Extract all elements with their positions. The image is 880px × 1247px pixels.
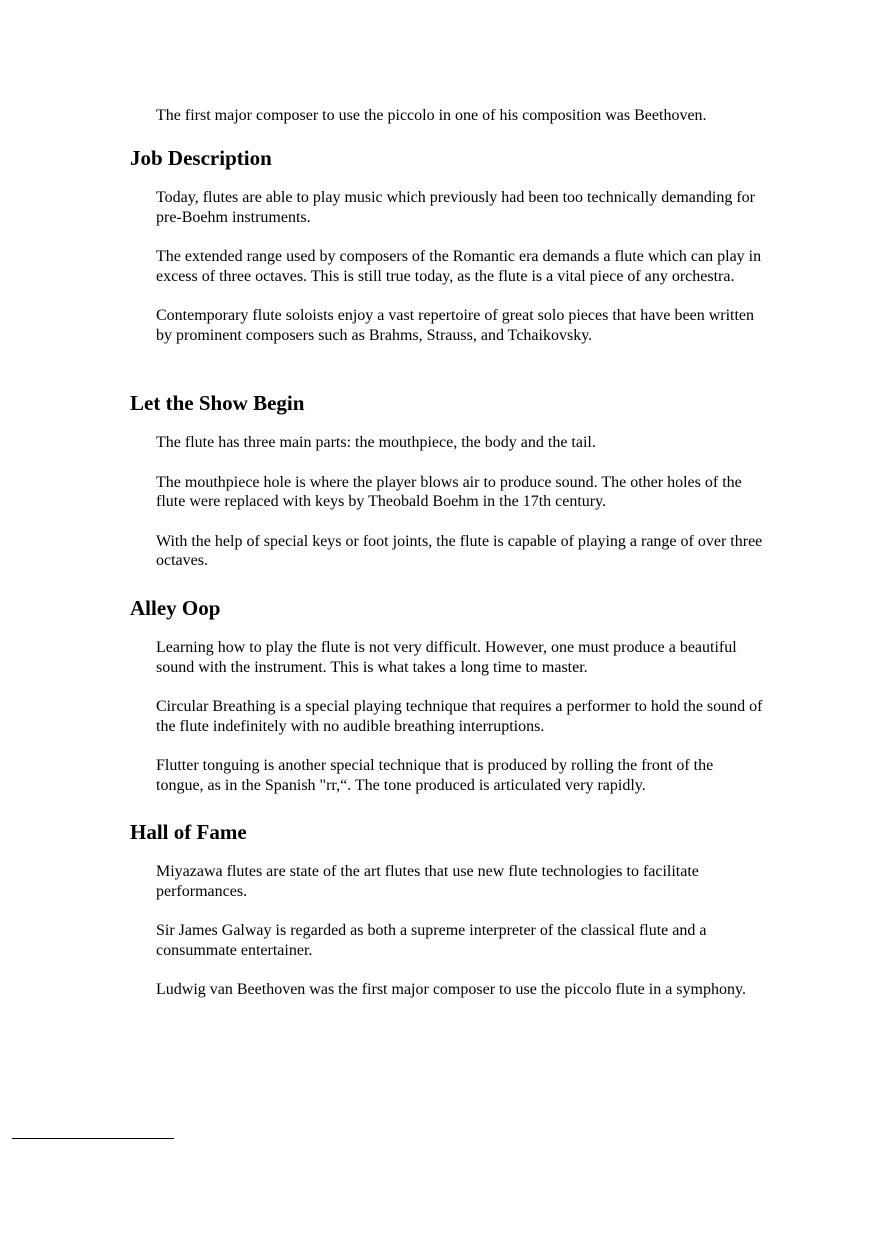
section-hall-of-fame: [130, 820, 790, 1020]
section-heading: Let the Show Begin: [130, 391, 305, 415]
paragraph: The mouthpiece hole is where the player blows air to produce sound. The other holes of the flute were replaced with keys by Theobald Boehm in the 17th century.: [156, 473, 742, 510]
section-job-description: [130, 146, 790, 365]
paragraph: Contemporary flute soloists enjoy a vast repertoire of great solo pieces that have been written by prominent composers such as Brahms, Strauss, and Tchaikovsky.: [156, 307, 755, 344]
paragraph: Flutter tonguing is another special technique that is produced by rolling the front of the tongue, as in the Spanish "rr,“. The tone produced is articulated very rapidly.: [156, 757, 714, 794]
section-heading: Hall of Fame: [130, 820, 247, 844]
intro-paragraph: The first major composer to use the piccolo in one of his composition was Beethoven.: [156, 107, 707, 124]
footnote-separator-line: [12, 1138, 174, 1139]
paragraph: Miyazawa flutes are state of the art flutes that use new flute technologies to facilitate performances.: [156, 863, 699, 900]
paragraph: Ludwig van Beethoven was the first major composer to use the piccolo flute in a symphony.: [156, 981, 746, 998]
paragraph: Learning how to play the flute is not very difficult. However, one must produce a beautiful sound with the instrument. This is what takes a long time to master.: [156, 639, 737, 676]
paragraph: With the help of special keys or foot joints, the flute is capable of playing a range of over three octaves.: [156, 532, 763, 569]
section-heading: Alley Oop: [130, 596, 221, 620]
paragraph: The extended range used by composers of the Romantic era demands a flute which can play in excess of three octaves. This is still true today, as the flute is a vital piece of any orchestra.: [156, 248, 762, 285]
paragraph: Circular Breathing is a special playing technique that requires a performer to hold the sound of the flute indefinitely with no audible breathing interruptions.: [156, 698, 763, 735]
section-alley-oop: [130, 596, 790, 815]
paragraph: Sir James Galway is regarded as both a supreme interpreter of the classical flute and a consummate entertainer.: [156, 922, 707, 959]
section-let-the-show-begin: [130, 391, 790, 591]
paragraph: Today, flutes are able to play music which previously had been too technically demanding for pre-Boehm instruments.: [156, 189, 755, 226]
section-heading: Job Description: [130, 146, 272, 170]
paragraph: The flute has three main parts: the mouthpiece, the body and the tail.: [156, 434, 596, 451]
